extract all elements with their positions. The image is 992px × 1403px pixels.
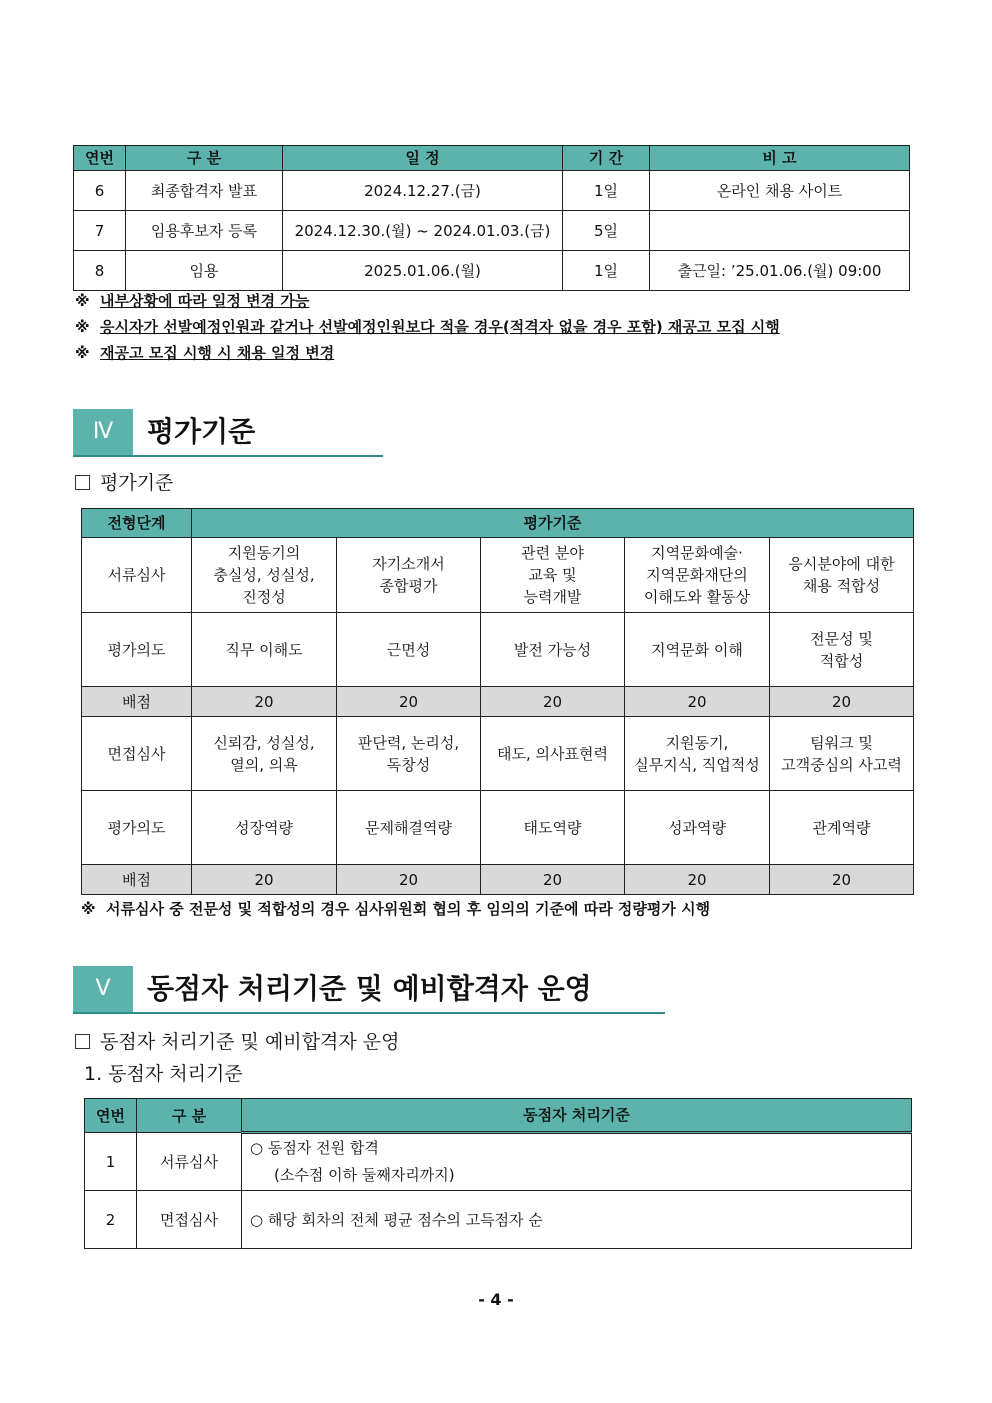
note-text: 재공고 모집 시행 시 채용 일정 변경 xyxy=(100,344,335,362)
col-header-no: 연번 xyxy=(85,1099,137,1133)
cell: 20 xyxy=(770,865,914,895)
col-header-criteria: 평가기준 xyxy=(192,509,914,538)
section-5-item-1: 1. 동점자 처리기준 xyxy=(84,1063,243,1085)
cell: 5일 xyxy=(563,211,650,251)
col-header-stage: 전형단계 xyxy=(82,509,192,538)
cell: 자기소개서 종합평가 xyxy=(337,538,481,613)
cell: 8 xyxy=(74,251,126,291)
col-header-date: 일 정 xyxy=(283,146,563,171)
table-row xyxy=(82,613,914,687)
cell: 2024.12.27.(금) xyxy=(283,171,563,211)
cell: 문제해결역량 xyxy=(337,791,481,865)
cell: 20 xyxy=(481,687,625,717)
section-5-heading xyxy=(73,966,665,1012)
rule-line: ○ 동점자 전원 합격 xyxy=(250,1139,379,1157)
note-mark: ※ xyxy=(81,900,96,918)
cell: 20 xyxy=(337,865,481,895)
schedule-table xyxy=(73,145,910,291)
note-line xyxy=(75,314,955,340)
col-header-remarks: 비 고 xyxy=(650,146,910,171)
rule-line: (소수점 이하 둘째자리까지) xyxy=(274,1166,455,1184)
cell xyxy=(242,1133,912,1191)
table-row xyxy=(74,211,910,251)
cell: 지역문화예술· 지역문화재단의 이해도와 활동상 xyxy=(625,538,770,613)
cell: 최종합격자 발표 xyxy=(126,171,283,211)
rule-line: ○ 해당 회차의 전체 평균 점수의 고득점자 순 xyxy=(250,1210,543,1229)
schedule-notes xyxy=(75,288,955,366)
section-title: 동점자 처리기준 및 예비합격자 운영 xyxy=(147,972,592,1005)
section-5-subheading xyxy=(75,1027,399,1054)
col-header-no: 연번 xyxy=(74,146,126,171)
cell: 7 xyxy=(74,211,126,251)
cell: 2025.01.06.(월) xyxy=(283,251,563,291)
section-title: 평가기준 xyxy=(147,415,256,448)
col-header-rule: 동점자 처리기준 xyxy=(242,1099,912,1133)
cell xyxy=(242,1191,912,1249)
table-row xyxy=(82,687,914,717)
cell: 온라인 채용 사이트 xyxy=(650,171,910,211)
cell: 지원동기의 충실성, 성실성, 진정성 xyxy=(192,538,337,613)
row-label: 배점 xyxy=(82,865,192,895)
cell: 판단력, 논리성, 독창성 xyxy=(337,717,481,791)
cell: 신뢰감, 성실성, 열의, 의욕 xyxy=(192,717,337,791)
row-label: 서류심사 xyxy=(82,538,192,613)
cell: 20 xyxy=(625,865,770,895)
cell: 관계역량 xyxy=(770,791,914,865)
cell: 성장역량 xyxy=(192,791,337,865)
row-label: 면접심사 xyxy=(82,717,192,791)
page-number: - 4 - xyxy=(478,1290,514,1309)
cell: 팀워크 및 고객중심의 사고력 xyxy=(770,717,914,791)
table-row xyxy=(82,538,914,613)
table-row xyxy=(74,171,910,211)
col-header-category: 구 분 xyxy=(137,1099,242,1133)
cell: 서류심사 xyxy=(137,1133,242,1191)
cell: 태도, 의사표현력 xyxy=(481,717,625,791)
note-text: 내부상황에 따라 일정 변경 가능 xyxy=(100,292,310,310)
cell: 관련 분야 교육 및 능력개발 xyxy=(481,538,625,613)
cell: 지원동기, 실무지식, 직업적성 xyxy=(625,717,770,791)
col-header-category: 구 분 xyxy=(126,146,283,171)
note-text: 응시자가 선발예정인원과 같거나 선발예정인원보다 적을 경우(적격자 없을 경우 포함) 재공고 모집 시행 xyxy=(100,318,780,336)
note-mark: ※ xyxy=(75,344,90,362)
cell xyxy=(650,211,910,251)
cell: 20 xyxy=(481,865,625,895)
subheading-text: 평가기준 xyxy=(100,472,174,494)
note-mark: ※ xyxy=(75,318,90,336)
cell: 20 xyxy=(625,687,770,717)
cell: 태도역량 xyxy=(481,791,625,865)
cell: 20 xyxy=(337,687,481,717)
section-4-subheading xyxy=(75,468,173,495)
cell: 임용 xyxy=(126,251,283,291)
cell: 전문성 및 적합성 xyxy=(770,613,914,687)
cell: 6 xyxy=(74,171,126,211)
table-row xyxy=(82,717,914,791)
cell: 지역문화 이해 xyxy=(625,613,770,687)
section-number: Ⅳ xyxy=(73,409,133,455)
cell: 1 xyxy=(85,1133,137,1191)
cell: 1일 xyxy=(563,251,650,291)
note-mark: ※ xyxy=(75,292,90,310)
checkbox-square-icon xyxy=(75,475,90,490)
cell: 20 xyxy=(192,687,337,717)
cell: 2024.12.30.(월) ~ 2024.01.03.(금) xyxy=(283,211,563,251)
cell: 발전 가능성 xyxy=(481,613,625,687)
cell: 20 xyxy=(770,687,914,717)
table-row xyxy=(85,1133,912,1191)
row-label: 배점 xyxy=(82,687,192,717)
subheading-text: 동점자 처리기준 및 예비합격자 운영 xyxy=(100,1031,400,1053)
tie-break-table xyxy=(84,1098,912,1249)
section-underline xyxy=(73,455,383,457)
cell: 1일 xyxy=(563,171,650,211)
cell: 근면성 xyxy=(337,613,481,687)
cell: 임용후보자 등록 xyxy=(126,211,283,251)
row-label: 평가의도 xyxy=(82,791,192,865)
row-label: 평가의도 xyxy=(82,613,192,687)
cell: 출근일: ’25.01.06.(월) 09:00 xyxy=(650,251,910,291)
section-underline xyxy=(73,1012,665,1014)
section-number: Ⅴ xyxy=(73,966,133,1012)
section-4-heading xyxy=(73,409,383,455)
checkbox-square-icon xyxy=(75,1034,90,1049)
evaluation-table xyxy=(81,508,914,895)
cell: 직무 이해도 xyxy=(192,613,337,687)
col-header-duration: 기 간 xyxy=(563,146,650,171)
table-row xyxy=(85,1191,912,1249)
cell: 면접심사 xyxy=(137,1191,242,1249)
note-line xyxy=(75,288,955,314)
table-row xyxy=(82,791,914,865)
note-text: 서류심사 중 전문성 및 적합성의 경우 심사위원회 협의 후 임의의 기준에 따라 정량평가 시행 xyxy=(106,900,711,918)
cell: 성과역량 xyxy=(625,791,770,865)
cell: 2 xyxy=(85,1191,137,1249)
cell: 20 xyxy=(192,865,337,895)
table-row xyxy=(74,251,910,291)
note-line xyxy=(75,340,955,366)
table-row xyxy=(82,865,914,895)
evaluation-note xyxy=(81,896,961,922)
cell: 응시분야에 대한 채용 적합성 xyxy=(770,538,914,613)
